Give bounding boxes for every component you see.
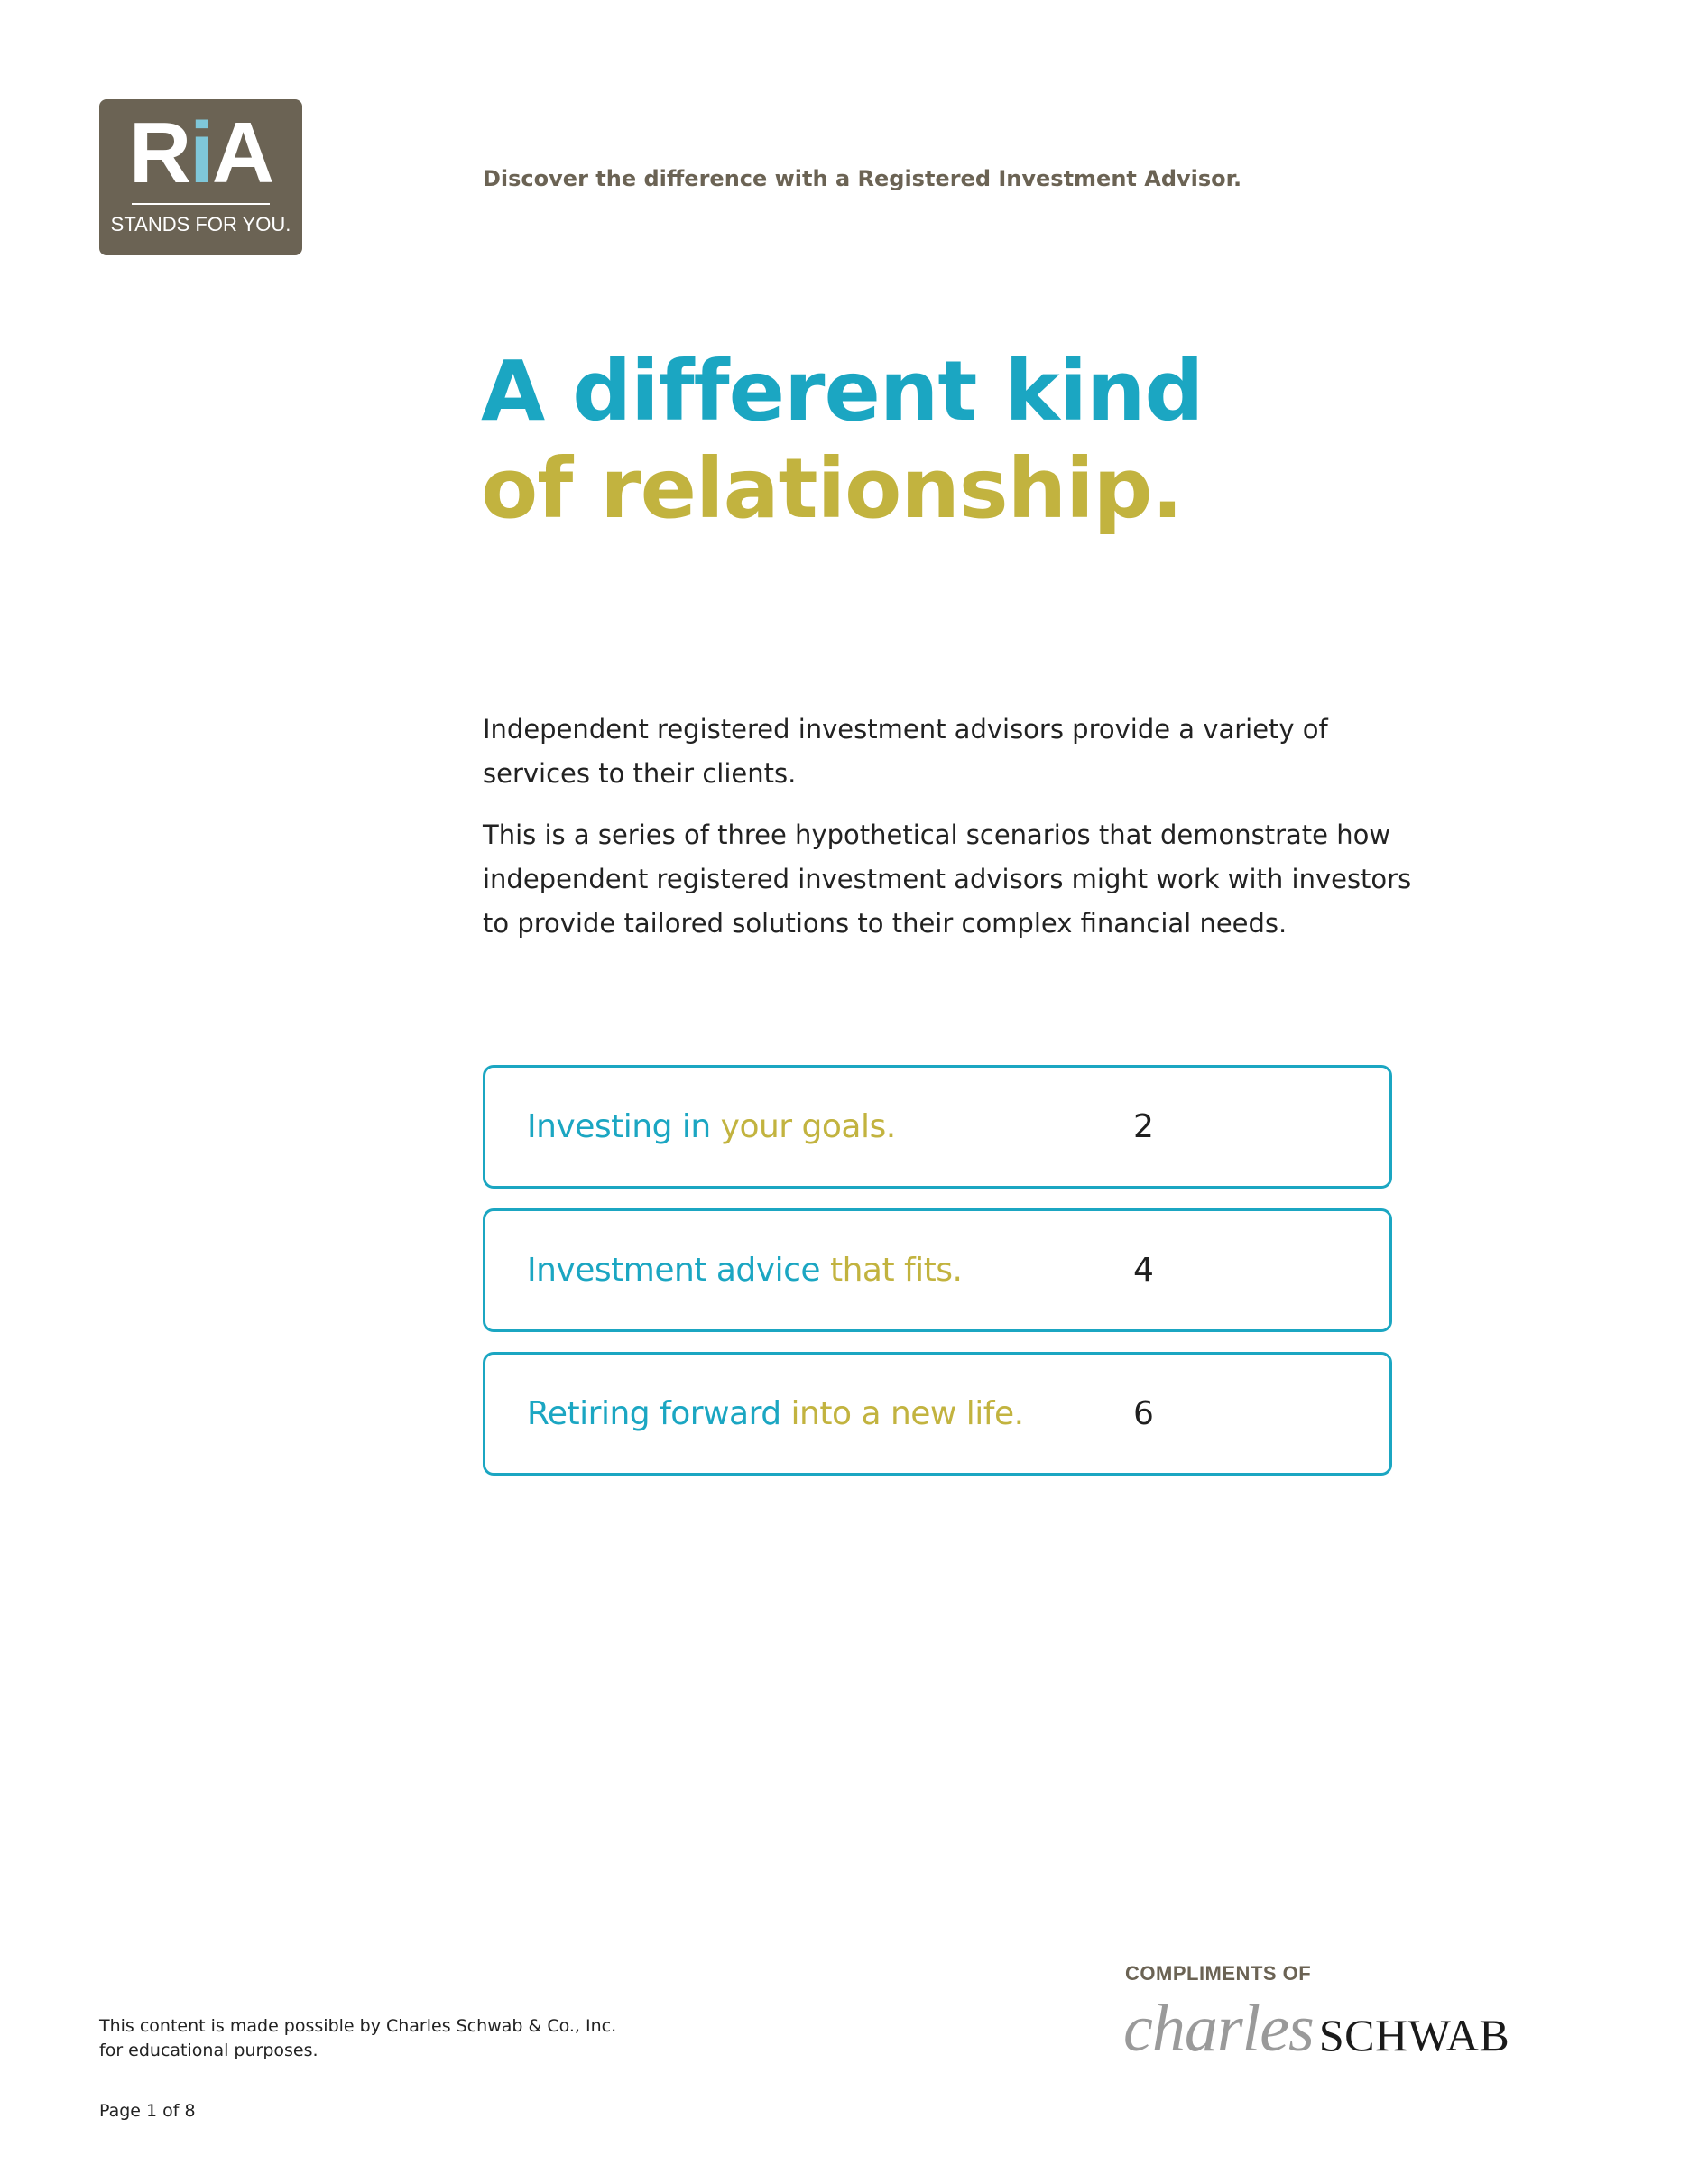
page-number: Page 1 of 8 xyxy=(99,2101,196,2121)
toc-item-title-part-1: Retiring forward xyxy=(527,1395,791,1432)
charles-schwab-logo xyxy=(1123,1991,1509,2072)
header-tagline: Discover the difference with a Registered Investment Advisor. xyxy=(483,166,1242,191)
toc-item-investment-advice-that-fits[interactable] xyxy=(483,1208,1392,1332)
toc-item-title-part-1: Investment advice xyxy=(527,1252,830,1289)
toc-item-page-number: 2 xyxy=(1133,1108,1154,1145)
intro-paragraph-2: This is a series of three hypothetical scenarios that demonstrate how independent registered investment advisors might work with investors to provide tailored solutions to their complex financial needs. xyxy=(483,819,1412,939)
schwab-logo-script: charles xyxy=(1123,1992,1314,2066)
toc-item-page-number: 4 xyxy=(1133,1252,1154,1289)
toc-item-title-part-1: Investing in xyxy=(527,1108,721,1145)
intro-text xyxy=(483,708,1412,946)
ria-logo-letter-a: A xyxy=(211,105,273,201)
disclaimer-line-1: This content is made possible by Charles Schwab & Co., Inc. xyxy=(99,2016,617,2036)
toc-item-title xyxy=(527,1355,1024,1473)
headline-line-2: of relationship. xyxy=(481,440,1183,537)
ria-logo-mark xyxy=(99,105,302,201)
table-of-contents xyxy=(483,1065,1392,1476)
compliments-label: COMPLIMENTS OF xyxy=(1125,1962,1312,1985)
toc-item-title-part-2: that fits. xyxy=(829,1252,963,1289)
intro-paragraph-1: Independent registered investment advisors provide a variety of services to their clients. xyxy=(483,714,1328,789)
ria-logo-divider xyxy=(132,203,270,205)
schwab-logo-name: SCHWAB xyxy=(1318,2010,1510,2060)
ria-logo-letter-i: i xyxy=(189,105,212,201)
headline-line-1: A different kind xyxy=(481,343,1204,440)
ria-logo xyxy=(99,99,302,255)
toc-item-investing-in-your-goals[interactable] xyxy=(483,1065,1392,1189)
toc-item-title-part-2: into a new life. xyxy=(790,1395,1024,1432)
toc-item-retiring-forward[interactable] xyxy=(483,1352,1392,1476)
toc-item-title xyxy=(527,1068,896,1186)
page-headline xyxy=(481,343,1203,538)
toc-item-title-part-2: your goals. xyxy=(720,1108,896,1145)
footer-disclaimer xyxy=(99,2014,641,2063)
disclaimer-line-2: for educational purposes. xyxy=(99,2041,318,2060)
ria-logo-tagline: STANDS FOR YOU. xyxy=(110,213,291,236)
ria-logo-letter-r: R xyxy=(128,105,190,201)
toc-item-title xyxy=(527,1211,963,1329)
toc-item-page-number: 6 xyxy=(1133,1395,1154,1432)
